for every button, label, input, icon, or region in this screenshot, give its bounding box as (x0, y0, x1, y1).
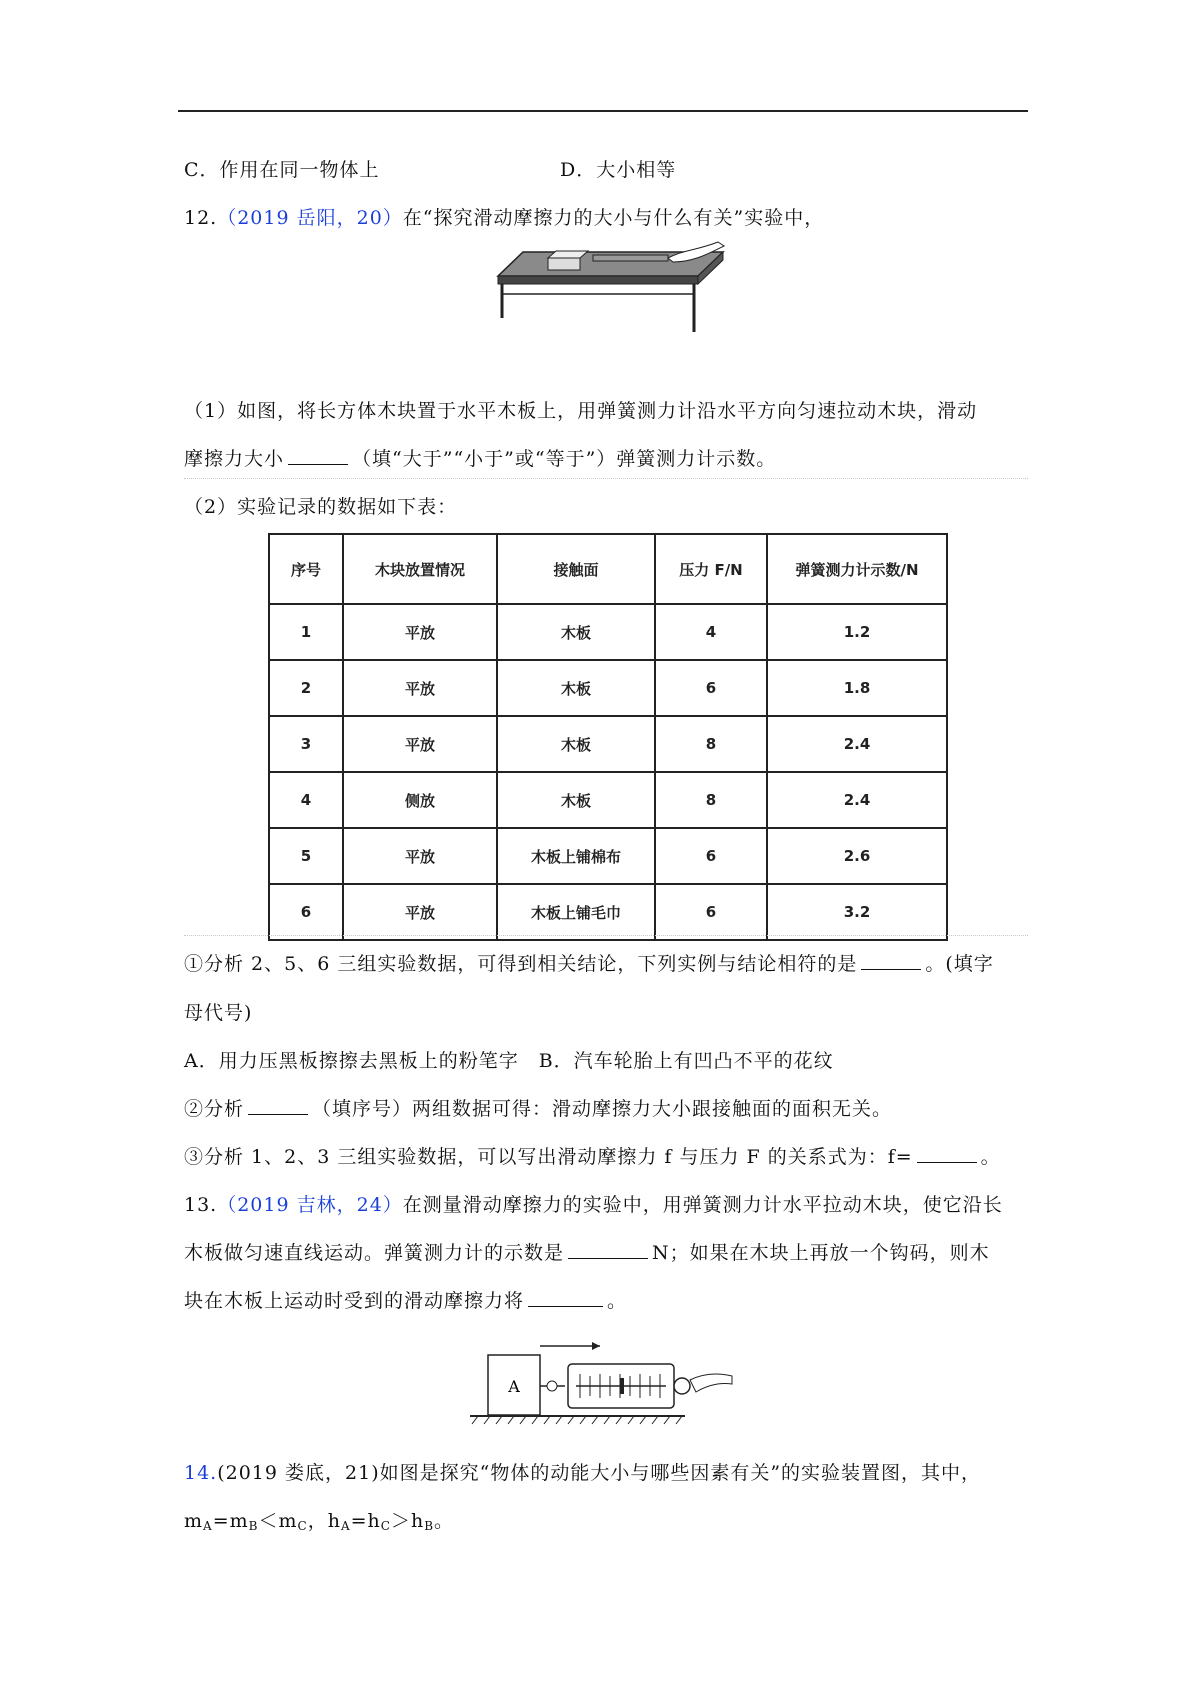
table-cell: 1.8 (767, 660, 947, 716)
q11-option-c: C．作用在同一物体上 (184, 159, 380, 181)
table-cell: 平放 (343, 828, 497, 884)
table-header: 序号 (269, 534, 343, 604)
table-cell: 6 (269, 884, 343, 940)
q12-stem (184, 205, 824, 231)
q14-formula-sub: A (340, 1519, 351, 1533)
table-cell: 平放 (343, 884, 497, 940)
table-header: 木块放置情况 (343, 534, 497, 604)
answer-blank[interactable] (528, 1288, 603, 1307)
q12-part1-line1: （1）如图，将长方体木块置于水平木板上，用弹簧测力计沿水平方向匀速拉动木块，滑动 (184, 400, 978, 422)
q12-number: 12. (184, 207, 218, 229)
q12-part1-text-a: 摩擦力大小 (184, 448, 285, 470)
table-header: 接触面 (497, 534, 655, 604)
q13-source: （2019 吉林，24） (217, 1194, 403, 1216)
table-header: 压力 F/N (655, 534, 767, 604)
answer-blank[interactable] (288, 446, 348, 465)
q13-line3 (184, 1288, 627, 1314)
q12-analysis1-line1 (184, 951, 994, 977)
table-cell: 平放 (343, 660, 497, 716)
table-header: 弹簧测力计示数/N (767, 534, 947, 604)
q12-part2: （2）实验记录的数据如下表： (184, 496, 458, 518)
q12-analysis3-text-a: ③分析 1、2、3 三组实验数据，可以写出滑动摩擦力 f 与压力 F 的关系式为：f= (184, 1146, 913, 1168)
q14-formula-part: ＞h (390, 1510, 425, 1532)
q13-line2-text-b: N；如果在木块上再放一个钩码，则木 (652, 1242, 990, 1264)
q14-formula-part: =m (212, 1510, 249, 1532)
q14-formula-sub: B (424, 1519, 435, 1533)
q14-number: 14. (184, 1462, 218, 1484)
q13-line1-text: 在测量滑动摩擦力的实验中，用弹簧测力计水平拉动木块，使它沿长 (402, 1194, 1003, 1216)
q13-line1 (184, 1192, 1003, 1218)
data-table (268, 533, 948, 941)
table-cell: 4 (269, 772, 343, 828)
table-cell: 1.2 (767, 604, 947, 660)
q14-formula-sub: C (297, 1519, 308, 1533)
table-cell: 1 (269, 604, 343, 660)
q14-line1 (184, 1460, 981, 1486)
table-cell: 2.4 (767, 772, 947, 828)
table-cell: 6 (655, 828, 767, 884)
q12-part1-text-b: （填“大于”“小于”或“等于”）弹簧测力计示数。 (352, 448, 777, 470)
q12-analysis1-text-b: 。(填字 (925, 953, 994, 975)
table-row (269, 604, 947, 660)
q12-analysis2-text-b: （填序号）两组数据可得：滑动摩擦力大小跟接触面的面积无关。 (312, 1098, 893, 1120)
answer-blank[interactable] (861, 951, 921, 970)
dotted-divider (184, 478, 1028, 479)
table-cell: 2.4 (767, 716, 947, 772)
table-cell: 6 (655, 884, 767, 940)
dotted-divider (184, 935, 1028, 936)
q12-analysis3-text-b: 。 (980, 1146, 1001, 1168)
table-cell: 木板上铺毛巾 (497, 884, 655, 940)
answer-blank[interactable] (917, 1144, 977, 1163)
q13-line3-text-a: 块在木板上运动时受到的滑动摩擦力将 (184, 1290, 525, 1312)
q14-line1-text: (2019 娄底，21)如图是探究“物体的动能大小与哪些因素有关”的实验装置图，其中， (217, 1462, 982, 1484)
table-cell: 木板上铺棉布 (497, 828, 655, 884)
q12-analysis1-text-a: ①分析 2、5、6 三组实验数据，可得到相关结论，下列实例与结论相符的是 (184, 953, 858, 975)
q11-option-d: D．大小相等 (560, 159, 677, 181)
q14-line2 (184, 1508, 454, 1539)
q13-line2-text-a: 木板做匀速直线运动。弹簧测力计的示数是 (184, 1242, 565, 1264)
q12-stem-text: 在“探究滑动摩擦力的大小与什么有关”实验中， (402, 207, 825, 229)
figure-label-a: A (508, 1377, 520, 1396)
q12-analysis2-text-a: ②分析 (184, 1098, 245, 1120)
q12-analysis1-options: A．用力压黑板擦擦去黑板上的粉笔字 B．汽车轮胎上有凹凸不平的花纹 (184, 1050, 834, 1072)
table-cell: 5 (269, 828, 343, 884)
table-cell: 3.2 (767, 884, 947, 940)
q14-formula-sub: B (248, 1519, 259, 1533)
spring-scale-figure (470, 1340, 740, 1430)
table-cell: 木板 (497, 716, 655, 772)
q14-formula-part: ，h (307, 1510, 341, 1532)
q14-formula-part: m (184, 1510, 204, 1532)
q14-formula-sub: C (380, 1519, 391, 1533)
table-cell: 木板 (497, 660, 655, 716)
header-rule (178, 110, 1028, 112)
table-cell: 6 (655, 660, 767, 716)
q12-analysis3 (184, 1144, 1001, 1170)
table-row (269, 716, 947, 772)
table-cell: 2.6 (767, 828, 947, 884)
table-cell: 2 (269, 660, 343, 716)
q13-line3-text-b: 。 (607, 1290, 628, 1312)
q12-source: （2019 岳阳，20） (217, 207, 403, 229)
table-cell: 8 (655, 716, 767, 772)
answer-blank[interactable] (568, 1240, 648, 1259)
q14-formula-sub: A (203, 1519, 213, 1533)
table-cell: 平放 (343, 604, 497, 660)
table-row (269, 772, 947, 828)
q13-line2 (184, 1240, 990, 1266)
table-cell: 3 (269, 716, 343, 772)
table-cell: 木板 (497, 604, 655, 660)
answer-blank[interactable] (248, 1096, 308, 1115)
q12-analysis1-line2: 母代号) (184, 1002, 253, 1024)
table-cell: 8 (655, 772, 767, 828)
table-cell: 平放 (343, 716, 497, 772)
q14-formula-part: ＜m (258, 1510, 298, 1532)
friction-experiment-figure (488, 238, 728, 338)
table-header-row (269, 534, 947, 604)
q12-part1-line2 (184, 446, 776, 472)
q14-formula-part: 。 (434, 1510, 455, 1532)
q12-analysis2 (184, 1096, 892, 1122)
q14-formula-part: =h (350, 1510, 381, 1532)
table-row (269, 660, 947, 716)
table-cell: 侧放 (343, 772, 497, 828)
table-row (269, 884, 947, 940)
q13-number: 13. (184, 1194, 218, 1216)
table-row (269, 828, 947, 884)
table-cell: 4 (655, 604, 767, 660)
table-cell: 木板 (497, 772, 655, 828)
